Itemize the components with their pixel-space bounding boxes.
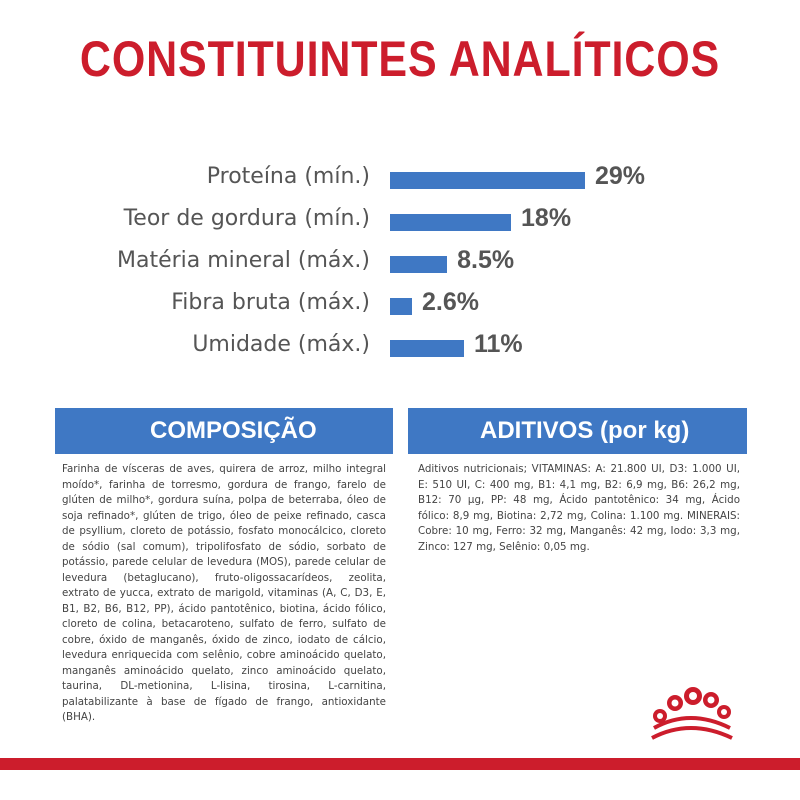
bottom-red-band: [0, 758, 800, 770]
chart-row: [0, 286, 800, 326]
chart-value-label: 29%: [595, 162, 646, 190]
chart-bar: [390, 298, 412, 315]
chart-bar: [390, 172, 585, 189]
chart-row: [0, 328, 800, 368]
chart-category-label: Matéria mineral (máx.): [117, 248, 370, 273]
crown-logo-icon: [640, 670, 740, 750]
composition-panel: [55, 408, 393, 726]
additives-heading: ADITIVOS (por kg): [408, 408, 747, 454]
nutrient-bar-chart: [0, 160, 800, 380]
chart-row: [0, 244, 800, 284]
chart-category-label: Umidade (máx.): [192, 332, 370, 357]
chart-value-label: 8.5%: [457, 246, 515, 274]
chart-category-label: Fibra bruta (máx.): [171, 290, 370, 315]
chart-value-label: 2.6%: [422, 288, 479, 316]
chart-value-label: 18%: [521, 204, 572, 232]
additives-panel: [408, 408, 747, 555]
page-title: CONSTITUINTES ANALÍTICOS: [79, 31, 721, 87]
chart-category-label: Proteína (mín.): [206, 164, 370, 189]
composition-text: Farinha de vísceras de aves, quirera de arroz, milho integral moído*, farinha de torresmo, gordura de frango, farelo de glúten de milho*, gordura suína, polpa de beterraba, óleo de soja refinado*, glúten de trigo, óleo de peixe refinado, casca de psyllium, cloreto de potássio, fosfato monocálcico, cloreto de sódio (sal comum), tripolifosfato de sódio, sorbato de potássio, parede celular de levedura (MOS), parede celular de levedura (betaglucano), fruto-oligossacarídeos, zeolita, extrato de yucca, extrato de marigold, vitaminas (A, C, D3, E, B1, B2, B6, B12, PP), ácido pantotênico, biotina, ácido fólico, cloreto de colina, betacaroteno, sulfato de ferro, sulfato de cobre, óxido de manganês, óxido de zinco, iodato de cálcio, levedura enriquecida com selênio, cobre aminoácido quelato, manganês aminoácido quelato, zinco aminoácido quelato, taurina, DL-metionina, L-lisina, tirosina, L-carnitina, palatabilizante à base de fígado de frango, antioxidante (BHA).: [62, 463, 386, 723]
chart-row: [0, 202, 800, 242]
chart-category-label: Teor de gordura (mín.): [123, 206, 370, 231]
chart-bar: [390, 256, 447, 273]
chart-bar: [390, 340, 464, 357]
chart-bar: [390, 214, 511, 231]
additives-text: Aditivos nutricionais; VITAMINAS: A: 21.800 UI, D3: 1.000 UI, E: 510 UI, C: 400 mg, B1: 4,1 mg, B2: 6,9 mg, B6: 26,2 mg, B12: 70 µg, PP: 48 mg, Ácido pantotênico: 34 mg, Ácido fólico: 8,9 mg, Biotina: 2,72 mg, Colina: 1.100 mg. MINERAIS: Cobre: 10 mg, Ferro: 32 mg, Manganês: 42 mg, Iodo: 3,3 mg, Zinco: 127 mg, Selênio: 0,05 mg.: [418, 463, 740, 553]
chart-value-label: 11%: [473, 330, 523, 358]
chart-row: [0, 160, 800, 200]
composition-heading: COMPOSIÇÃO: [55, 408, 393, 454]
